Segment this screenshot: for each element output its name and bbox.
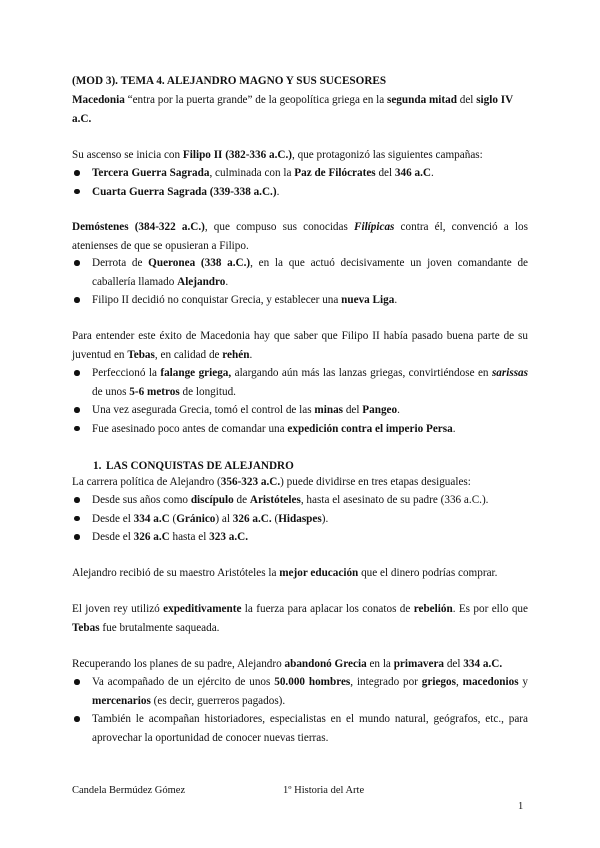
list-item: Va acompañado de un ejército de unos 50.000 hombres, integrado por griegos, macedonios y mercenarios (es decir, guerreros pagados). (72, 673, 528, 710)
page-number: 1 (518, 801, 524, 812)
footer-course: 1º Historia del Arte (283, 785, 365, 796)
page-title: (MOD 3). TEMA 4. ALEJANDRO MAGNO Y SUS SUCESORES (72, 75, 387, 87)
list-item: Desde el 326 a.C hasta el 323 a.C. (72, 528, 528, 547)
recuperando-list (72, 673, 528, 747)
carrera-list (72, 491, 528, 547)
educacion-paragraph: Alejandro recibió de su maestro Aristóteles la mejor educación que el dinero podrías comprar. (72, 567, 498, 579)
section-heading: 1. LAS CONQUISTAS DE ALEJANDRO (93, 460, 294, 472)
filipo-campaigns-list (72, 164, 528, 201)
list-item: Cuarta Guerra Sagrada (339-338 a.C.). (72, 183, 528, 202)
carrera-paragraph: La carrera política de Alejandro (356-323 a.C.) puede dividirse en tres etapas desiguales: (72, 476, 471, 488)
list-item: Desde sus años como discípulo de Aristóteles, hasta el asesinato de su padre (336 a.C.). (72, 491, 528, 510)
exito-paragraph: Para entender este éxito de Macedonia hay que saber que Filipo II había pasado buena parte de su juventud en Tebas, en calidad de rehén. (72, 330, 528, 361)
filipo-paragraph: Su ascenso se inicia con Filipo II (382-336 a.C.), que protagonizó las siguientes campañas: (72, 149, 483, 161)
list-item: Una vez asegurada Grecia, tomó el control de las minas del Pangeo. (72, 401, 528, 420)
demostenes-list (72, 254, 528, 310)
list-item: Desde el 334 a.C (Gránico) al 326 a.C. (Hidaspes). (72, 510, 528, 529)
list-item: Derrota de Queronea (338 a.C.), en la que actuó decisivamente un joven comandante de caballería llamado Alejandro. (72, 254, 528, 291)
list-item: También le acompañan historiadores, especialistas en el mundo natural, geógrafos, etc., para aprovechar la oportunidad de conocer nuevas tierras. (72, 710, 528, 747)
list-item: Tercera Guerra Sagrada, culminada con la Paz de Filócrates del 346 a.C. (72, 164, 528, 183)
footer-author: Candela Bermúdez Gómez (72, 785, 186, 796)
list-item: Fue asesinado poco antes de comandar una expedición contra el imperio Persa. (72, 420, 528, 439)
exito-list (72, 364, 528, 438)
demostenes-paragraph: Demóstenes (384-322 a.C.), que compuso sus conocidas Filípicas contra él, convenció a los atenienses de que se opusieran a Filipo. (72, 221, 528, 252)
list-item: Perfeccionó la falange griega, alargando aún más las lanzas griegas, convirtiéndose en sarissas de unos 5-6 metros de longitud. (72, 364, 528, 401)
recuperando-paragraph: Recuperando los planes de su padre, Alejandro abandonó Grecia en la primavera del 334 a.C. (72, 658, 503, 670)
intro-paragraph: Macedonia “entra por la puerta grande” de la geopolítica griega en la segunda mitad del siglo IV a.C. (72, 94, 513, 125)
list-item: Filipo II decidió no conquistar Grecia, y establecer una nueva Liga. (72, 291, 528, 310)
rebelion-paragraph: El joven rey utilizó expeditivamente la fuerza para aplacar los conatos de rebelión. Es por ello que Tebas fue brutalmente saqueada. (72, 603, 528, 634)
